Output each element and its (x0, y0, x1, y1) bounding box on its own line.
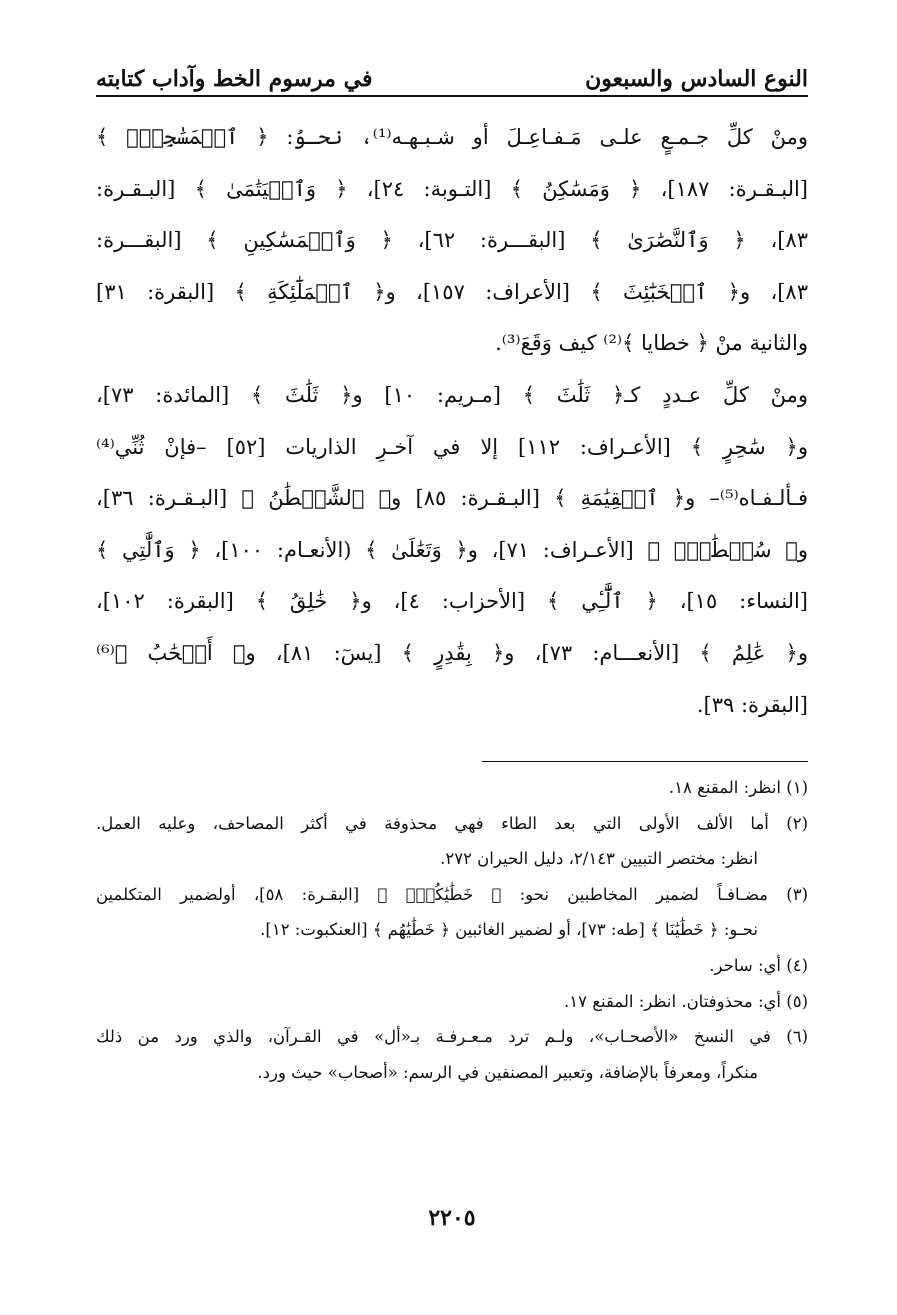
text-line: والثانية منْ ﴿ خطايا ﴾⁽²⁾ كيف وَقَعَ⁽³⁾. (495, 331, 808, 356)
footnote-6: (٦) في النسخ «الأصحـاب»، ولـم ترد مـعـرفـة بـ«أل» في القـرآن، والذي ورد من ذلك (96, 1027, 808, 1047)
running-header (96, 44, 808, 94)
footnote-2-continuation: انظر: مختصر التبيين ٢/١٤٣، دليل الحيران ٢٧٢. (440, 849, 758, 869)
footnote-2: (٢) أما الألف الأولى التي بعد الطاء فهي محذوفة في أكثر المصاحف، وعليه العمل. (96, 813, 808, 833)
footnote-5: (٥) أي: محذوفتان. انظر: المقنع ١٧. (563, 991, 808, 1011)
text-line: و﴿ سَٰحِرٍ ﴾ [الأعـراف: ١١٢] إلا في آخـرِ الذاريات [٥٢] –فإنْ ثُنِّي⁽⁴⁾ (96, 434, 808, 459)
text-line: فـألـفـاه⁽⁵⁾– و﴿ ٱلۡقِيَٰمَةِ ﴾ [البـقـرة: ٨٥] و﴿ ٱلشَّيۡطَٰنُ ﴾ [البـقـرة: ٣٦]، (96, 486, 808, 511)
text-line: [النساء: ١٥]، ﴿ ٱلَّٰٓـِٔي ﴾ [الأحزاب: ٤]، و﴿ خَٰلِقُ ﴾ [البقرة: ١٠٢]، (96, 589, 808, 614)
text-line: و﴿ عَٰلِمُ ﴾ [الأنعـــام: ٧٣]، و﴿ بِقَٰدِرٍ ﴾ [يسٓ: ٨١]، و﴿ أَصۡحَٰبُ ﴾⁽⁶⁾ (96, 640, 808, 665)
text-line: ٨٣]، و﴿ ٱلۡخَبَٰٓئِثَ ﴾ [الأعراف: ١٥٧]، و﴿ ٱلۡمَلَٰٓئِكَةِ ﴾ [البقرة: ٣١] (96, 279, 808, 304)
text-line: [البقرة: ٣٩]. (696, 692, 808, 717)
page-number: ٢٢٠٥ (428, 1205, 476, 1231)
footnote-separator (482, 761, 808, 762)
section-title: في مرسوم الخط وآداب كتابته (96, 66, 373, 92)
footnote-1: (١) انظر: المقنع ١٨. (668, 778, 808, 797)
text-line: و﴿ سُلۡطَٰنٍۚ ﴾ [الأعـراف: ٧١]، و﴿ وَتَعَٰلَىٰ ﴾ (الأنعـام: ١٠٠]، ﴿ وَٱلَّٰتِي ﴾ (96, 537, 808, 562)
footnote-4: (٤) أي: ساحر. (709, 955, 808, 975)
footnote-6-continuation: منكراً، ومعرفاً بالإضافة، وتعبير المصنفين في الرسم: «أصحاب» حيث ورد. (257, 1062, 758, 1082)
main-text (96, 112, 808, 731)
text-line: ٨٣]، ﴿ وَٱلنَّصَٰرَىٰ ﴾ [البقـــرة: ٦٢]، ﴿ وَٱلۡمَسَٰكِينِ ﴾ [البقـــرة: (96, 228, 808, 253)
text-line: [البـقـرة: ١٨٧]، ﴿ وَمَسَٰكِنُ ﴾ [التـوبة: ٢٤]، ﴿ وَٱلۡيَتَٰمَىٰ ﴾ [البـقـرة: (96, 176, 808, 201)
header-rule (96, 95, 808, 97)
text-line: ومنْ كلِّ جـمـعٍ علـى مَـفـاعِـلَ أو شـبـهـه⁽¹⁾، نحـوُ: ﴿ ٱلۡمَسَٰجِدِۗ ﴾ (96, 125, 808, 149)
footnote-3-continuation: نحـو: ﴿ خَطَٰيَٰنَا ﴾ [طه: ٧٣]، أو لضمير الغائبين ﴿ خَطَٰيَٰهُم ﴾ [العنكبوت: ١٢]. (260, 920, 758, 940)
text-line: ومنْ كلِّ عـددٍ كـ﴿ ثَلَٰثَ ﴾ [مـريم: ١٠] و﴿ ثَلَٰثَ ﴾ [المائدة: ٧٣]، (96, 382, 808, 407)
footnote-3: (٣) مضـافـاً لضمير المخاطبين نحو: ﴿ خَطَٰيَٰكُمۡۚ ﴾ [البقـرة: ٥٨]، أولضمير المتكلمين (96, 884, 808, 904)
footnotes (96, 770, 808, 1090)
chapter-title: النوع السادس والسبعون (585, 66, 808, 92)
